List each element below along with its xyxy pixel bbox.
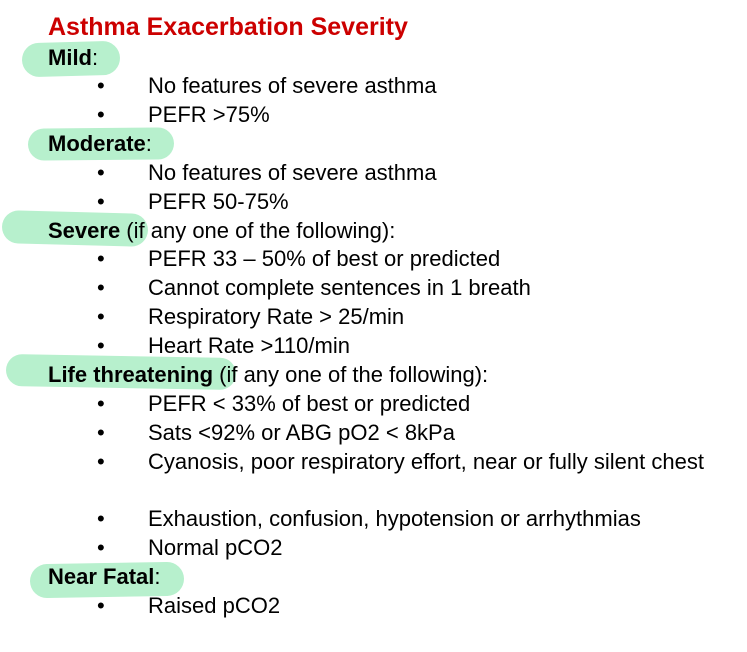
list-item-text: Exhaustion, confusion, hypotension or arrhythmias	[148, 506, 641, 531]
section-heading-life-threatening	[48, 360, 488, 389]
section-label: Severe	[48, 218, 121, 243]
bullet-icon: •	[97, 506, 105, 531]
bullet-icon: •	[97, 535, 105, 560]
bullet-icon: •	[97, 593, 105, 618]
section-heading-mild	[48, 43, 98, 72]
bullet-icon: •	[97, 304, 105, 329]
section-suffix: (if any one of the following):	[120, 218, 396, 243]
section-label: Life threatening	[48, 362, 214, 387]
section-suffix: :	[92, 45, 99, 70]
bullet-icon: •	[97, 189, 105, 214]
section-label: Near Fatal	[48, 564, 155, 589]
bullet-icon: •	[97, 73, 105, 98]
section-heading-moderate	[48, 129, 152, 158]
list-item-text: PEFR < 33% of best or predicted	[148, 391, 471, 416]
bullet-icon: •	[97, 246, 105, 271]
section-suffix: (if any one of the following):	[213, 362, 489, 387]
bullet-icon: •	[97, 333, 105, 358]
list-item-text: PEFR >75%	[148, 102, 270, 127]
section-suffix: :	[154, 564, 161, 589]
bullet-icon: •	[97, 102, 105, 127]
list-item-text: Heart Rate >110/min	[148, 333, 350, 358]
list-item-text: Sats <92% or ABG pO2 < 8kPa	[148, 420, 455, 445]
bullet-icon: •	[97, 275, 105, 300]
bullet-icon: •	[97, 449, 105, 474]
list-item-text: No features of severe asthma	[148, 73, 437, 98]
section-heading-near-fatal	[48, 562, 161, 591]
section-label: Mild	[48, 45, 92, 70]
list-item-text: Respiratory Rate > 25/min	[148, 304, 405, 329]
list-item-text: No features of severe asthma	[148, 160, 437, 185]
bullet-icon: •	[97, 420, 105, 445]
bullet-icon: •	[97, 160, 105, 185]
list-item-text: PEFR 33 – 50% of best or predicted	[148, 246, 501, 271]
page-title: Asthma Exacerbation Severity	[48, 13, 408, 41]
list-item-text: Raised pCO2	[148, 593, 281, 618]
list-item-text: Normal pCO2	[148, 535, 283, 560]
list-item-text: Cyanosis, poor respiratory effort, near or fully silent chest	[148, 449, 704, 474]
bullet-icon: •	[97, 391, 105, 416]
section-label: Moderate	[48, 131, 146, 156]
section-heading-severe	[48, 216, 395, 245]
list-item-text: Cannot complete sentences in 1 breath	[148, 275, 531, 300]
list-item-text: PEFR 50-75%	[148, 189, 289, 214]
section-suffix: :	[145, 131, 152, 156]
